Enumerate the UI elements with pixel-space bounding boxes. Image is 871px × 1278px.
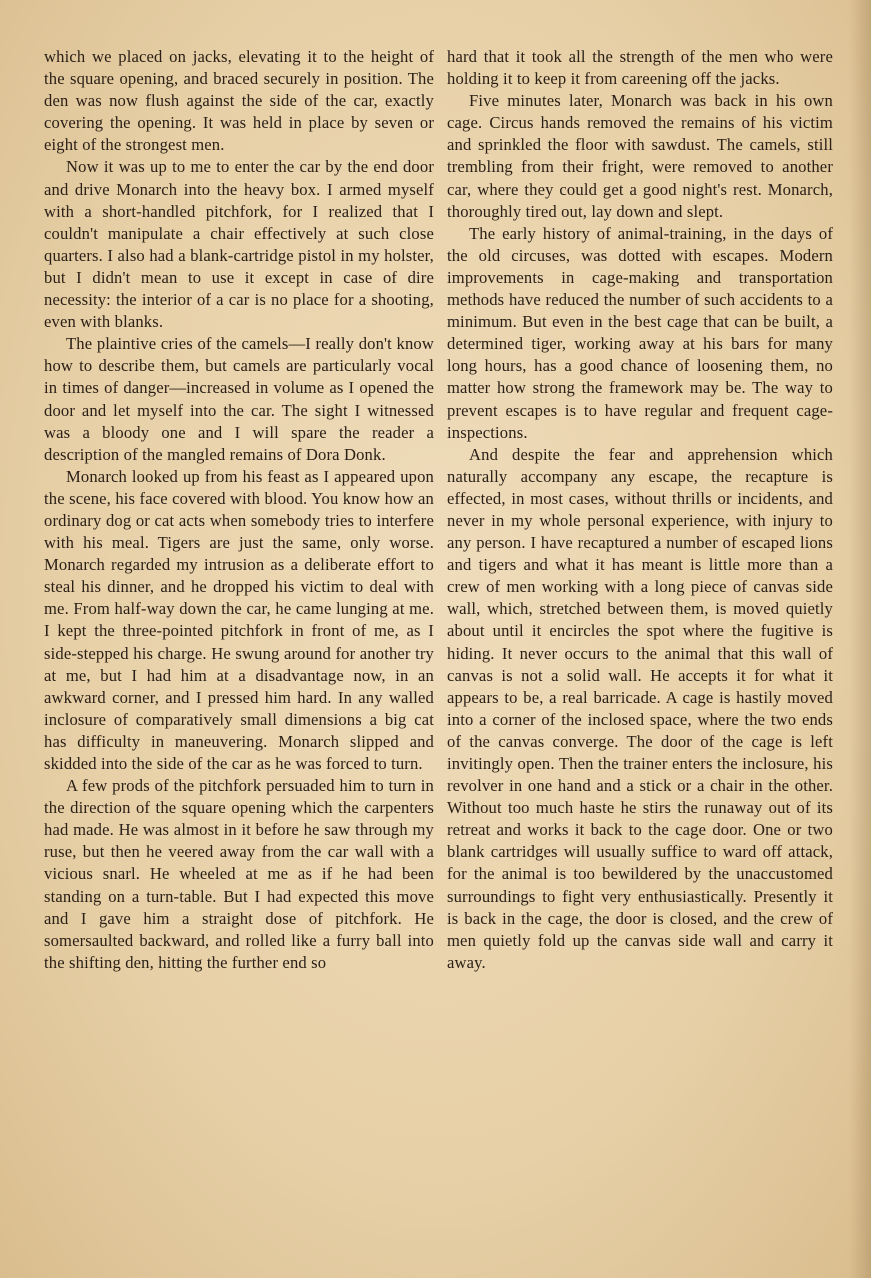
left-column bbox=[44, 46, 434, 974]
page-edge-shadow bbox=[849, 0, 871, 1278]
paragraph: which we placed on jacks, elevating it to the height of the square opening, and braced securely in position. The den was now flush against the side of the car, exactly covering the opening. It was held in place by seven or eight of the strongest men. bbox=[44, 47, 434, 155]
paragraph: The plaintive cries of the camels—I really don't know how to describe them, but camels are particularly vocal in times of danger—increased in volume as I opened the door and let myself into the car. The sight I witnessed was a bloody one and I will spare the reader a description of the mangled remains of Dora Donk. bbox=[44, 334, 434, 464]
right-column bbox=[447, 46, 833, 974]
paragraph: hard that it took all the strength of the men who were holding it to keep it from careening off the jacks. bbox=[447, 47, 833, 89]
paragraph: Monarch looked up from his feast as I appeared upon the scene, his face covered with blood. You know how an ordinary dog or cat acts when somebody tries to interfere with his meal. Tigers are just the same, only worse. Monarch regarded my intrusion as a deliberate effort to steal his dinner, and he dropped his victim to deal with me. From half-way down the car, he came lunging at me. I kept the three-pointed pitchfork in front of me, as I side-stepped his charge. He swung around for another try at me, but I had him at a disadvantage now, in an awkward corner, and I pressed him hard. In any walled inclosure of comparatively small dimensions a big cat has difficulty in maneuvering. Monarch slipped and skidded into the side of the car as he was forced to turn. bbox=[44, 466, 434, 773]
paragraph: A few prods of the pitchfork persuaded him to turn in the direction of the square opening which the carpenters had made. He was almost in it before he saw through my ruse, but then he veered away from the car wall with a vicious snarl. He wheeled at me as if he had been standing on a turn-table. But I had expected this move and I gave him a straight dose of pitchfork. He somersaulted backward, and rolled like a furry ball into the shifting den, hitting the further end so bbox=[44, 776, 434, 972]
paragraph: And despite the fear and apprehension which naturally accompany any escape, the recapture is effected, in most cases, without thrills or incidents, and never in my whole personal experience, with injury to any person. I have recaptured a number of escaped lions and tigers and what it has meant is little more than a crew of men working with a long piece of canvas side wall, which, stretched between them, is moved quietly about until it encircles the spot where the fugitive is hiding. It never occurs to the animal that this wall of canvas is not a solid wall. He accepts it for what it appears to be, a real barricade. A cage is hastily moved into a corner of the inclosed space, where the two ends of the canvas converge. The door of the cage is left invitingly open. Then the trainer enters the inclosure, his revolver in one hand and a stick or a chair in the other. Without too much haste he stirs the runaway out of its retreat and works it back to the cage door. One or two blank cartridges will usually suffice to ward off attack, for the animal is too bewildered by the unaccustomed surroundings to fight very enthusiastically. Presently it is back in the cage, the door is closed, and the crew of men quietly fold up the canvas side wall and carry it away. bbox=[447, 444, 833, 972]
paragraph: Now it was up to me to enter the car by the end door and drive Monarch into the heavy box. I armed myself with a short-handled pitchfork, for I realized that I couldn't manipulate a chair effectively at such close quarters. I also had a blank-cartridge pistol in my holster, but I didn't mean to use it except in case of dire necessity: the interior of a car is no place for a shooting, even with blanks. bbox=[44, 157, 434, 332]
paragraph: The early history of animal-training, in the days of the old circuses, was dotted with escapes. Modern improvements in cage-making and transportation methods have reduced the number of such accidents to a minimum. But even in the best cage that can be built, a determined tiger, working away at his bars for many long hours, has a good chance of loosening them, no matter how strong the framework may be. The way to prevent escapes is to have regular and frequent cage-inspections. bbox=[447, 223, 833, 442]
paragraph: Five minutes later, Monarch was back in his own cage. Circus hands removed the remains of his victim and sprinkled the floor with sawdust. The camels, still trembling from their fright, were removed to another car, where they could get a good night's rest. Monarch, thoroughly tired out, lay down and slept. bbox=[447, 91, 833, 221]
